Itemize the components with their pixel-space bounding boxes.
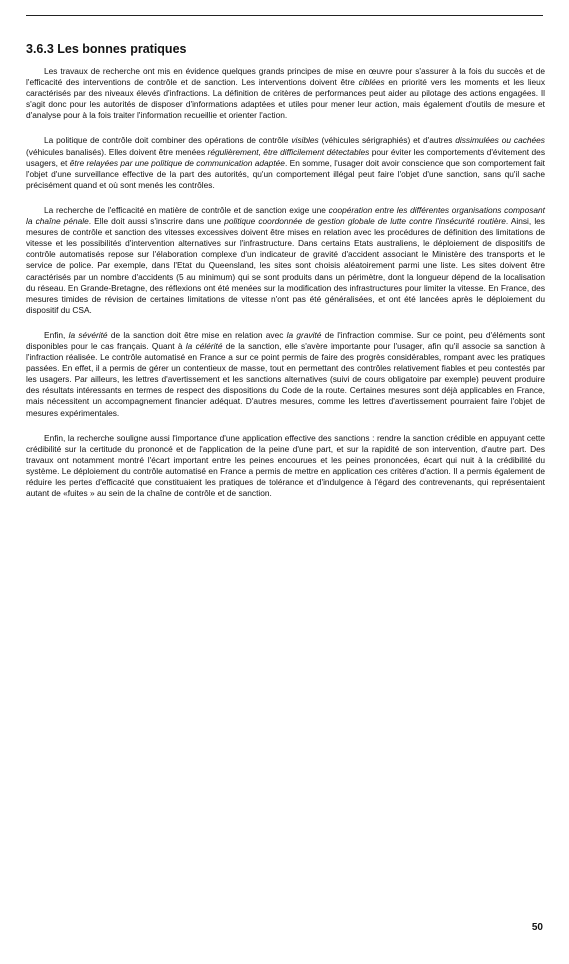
paragraph-5: [26, 433, 545, 500]
document-page: [26, 42, 545, 513]
paragraph-2: [26, 135, 545, 190]
text-run: de l'infraction commise. Sur ce point, peu d'éléments sont disponibles pour le cas français. Quant à: [26, 329, 545, 351]
text-run: La recherche de l'efficacité en matière de contrôle et de sanction exige une: [44, 204, 329, 215]
text-run: de la sanction doit être mise en relation avec: [107, 329, 287, 340]
paragraph-1: [26, 66, 545, 121]
emphasis-text: la gravité: [286, 329, 322, 340]
text-run: pour éviter les comportements d'évitement des usagers, et: [26, 146, 545, 168]
emphasis-text: régulièrement, être difficilement détectables: [207, 146, 370, 157]
text-run: Enfin, la recherche souligne aussi l'importance d'une application effective des sanctions : rendre la sanction crédible en appuyant cette crédibilité sur la certitude du prononcé et de l'application de la peine d'une part, et sur la rapidité de son intervention, d'autre part. Des travaux ont notamment montré l'écart important entre les peines encourues et les peines prononcées, écart qui nuit à la crédibilité du système. Le déploiement du contrôle automatisé en France a permis de mettre en application ces critères d'action. Il a permis également de réduire les pertes d'efficacité que constituaient les pratiques de tolérance et d'indulgence à l'égard des contrevenants, qui représentaient autant de «fuites » au sein de la chaîne de contrôle et de sanction.: [26, 432, 545, 499]
emphasis-text: ciblées: [358, 77, 385, 88]
emphasis-text: dissimulées ou cachées: [455, 135, 545, 146]
emphasis-text: politique coordonnée de gestion globale de lutte contre l'insécurité routière: [224, 216, 506, 227]
text-run: . Ainsi, les mesures de contrôle et sanction des vitesses excessives doivent être mises en relation avec les procédures de définition des limitations de vitesse et les possibilités d'intervention alternatives sur l'infrastructure. Dans certains Etats australiens, le déploiement de dispositifs de contrôle automatisés repose sur l'élaboration complexe d'un indicateur de gravité d'accident associant le Ministère des transports et le service de police. Par exemple, dans l'Etat du Queensland, les sites sont choisis aléatoirement parmi une liste. Les sites doivent être caractérisés par un nombre d'accidents (5 au minimum) qui se sont produits dans un périmètre, dont la longueur dépend de la localisation du réseau. En Grande-Bretagne, des réflexions ont été menées sur la modification des infrastructures pour limiter la vitesse. En France, des mesures timides de révision de certaines limitations de vitesse n'ont pas été généralisées, et ont été lancées après le déploiement du dispositif du CSA.: [26, 216, 545, 315]
emphasis-text: la célérité: [185, 340, 223, 351]
text-run: . Elle doit aussi s'inscrire dans une: [88, 216, 225, 227]
page-number: 50: [531, 922, 543, 933]
text-run: Les travaux de recherche ont mis en évidence quelques grands principes de mise en œuvre pour s'assurer à la fois du succès et de l'efficacité des interventions de contrôle et de sanction. Les interventions doivent être: [26, 66, 545, 88]
header-rule: [26, 15, 543, 16]
text-run: La politique de contrôle doit combiner des opérations de contrôle: [44, 135, 292, 146]
section-title: 3.6.3 Les bonnes pratiques: [26, 42, 187, 56]
text-run: de la sanction, elle s'avère importante pour l'usager, afin qu'il associe sa sanction à l'infraction réalisée. Le contrôle automatisé en France a sur ce point permis de faire des progrès considérables, rompant avec les pratiques passées. En effet, il a permis de gérer un contentieux de masse, tout en permettant des contrôles relativement fiables et peu contestés par les usagers. Par ailleurs, les lettres d'avertissement et les sanctions alternatives (suivi de cours obligatoire par exemple) peuvent produire des résultats intéressants en termes de respect des dispositions du Code de la route. Certaines mesures sont déjà applicables en France, mais nécessitent un accompagnement financier adéquat. D'autres mesures, comme les lettres d'avertissement pourraient faire l'objet de mesures expérimentales.: [26, 340, 545, 418]
emphasis-text: la sévérité: [68, 329, 108, 340]
emphasis-text: visibles: [291, 135, 319, 146]
text-run: (véhicules sérigraphiés) et d'autres: [318, 135, 456, 146]
text-run: Enfin,: [44, 329, 69, 340]
text-run: (véhicules banalisés). Elles doivent être menées: [26, 146, 208, 157]
emphasis-text: coopération entre les différentes organisations composant la chaîne pénale: [26, 204, 545, 227]
paragraph-4: [26, 330, 545, 419]
text-run: . En somme, l'usager doit avoir conscience que son comportement fait l'objet d'une surveillance effective de la part des autorités, qu'un comportement illégal peut faire l'objet d'une sanction, sans qu'il sache précisément quand et où sont menés les contrôles.: [26, 157, 546, 190]
text-run: en priorité vers les moments et les lieux caractérisés par des niveaux élevés d'infractions. La définition de critères de performances peut aider au pilotage des actions engagées. Il s'agit donc pour les autorités de disposer d'informations adaptées et utiles pour mener leur action, mais également d'outils de mesure et d'analyse pour à la fois traiter l'information recueillie et orienter l'action.: [26, 77, 545, 121]
paragraph-3: [26, 205, 545, 316]
emphasis-text: être relayées par une politique de communication adaptée: [69, 157, 285, 168]
